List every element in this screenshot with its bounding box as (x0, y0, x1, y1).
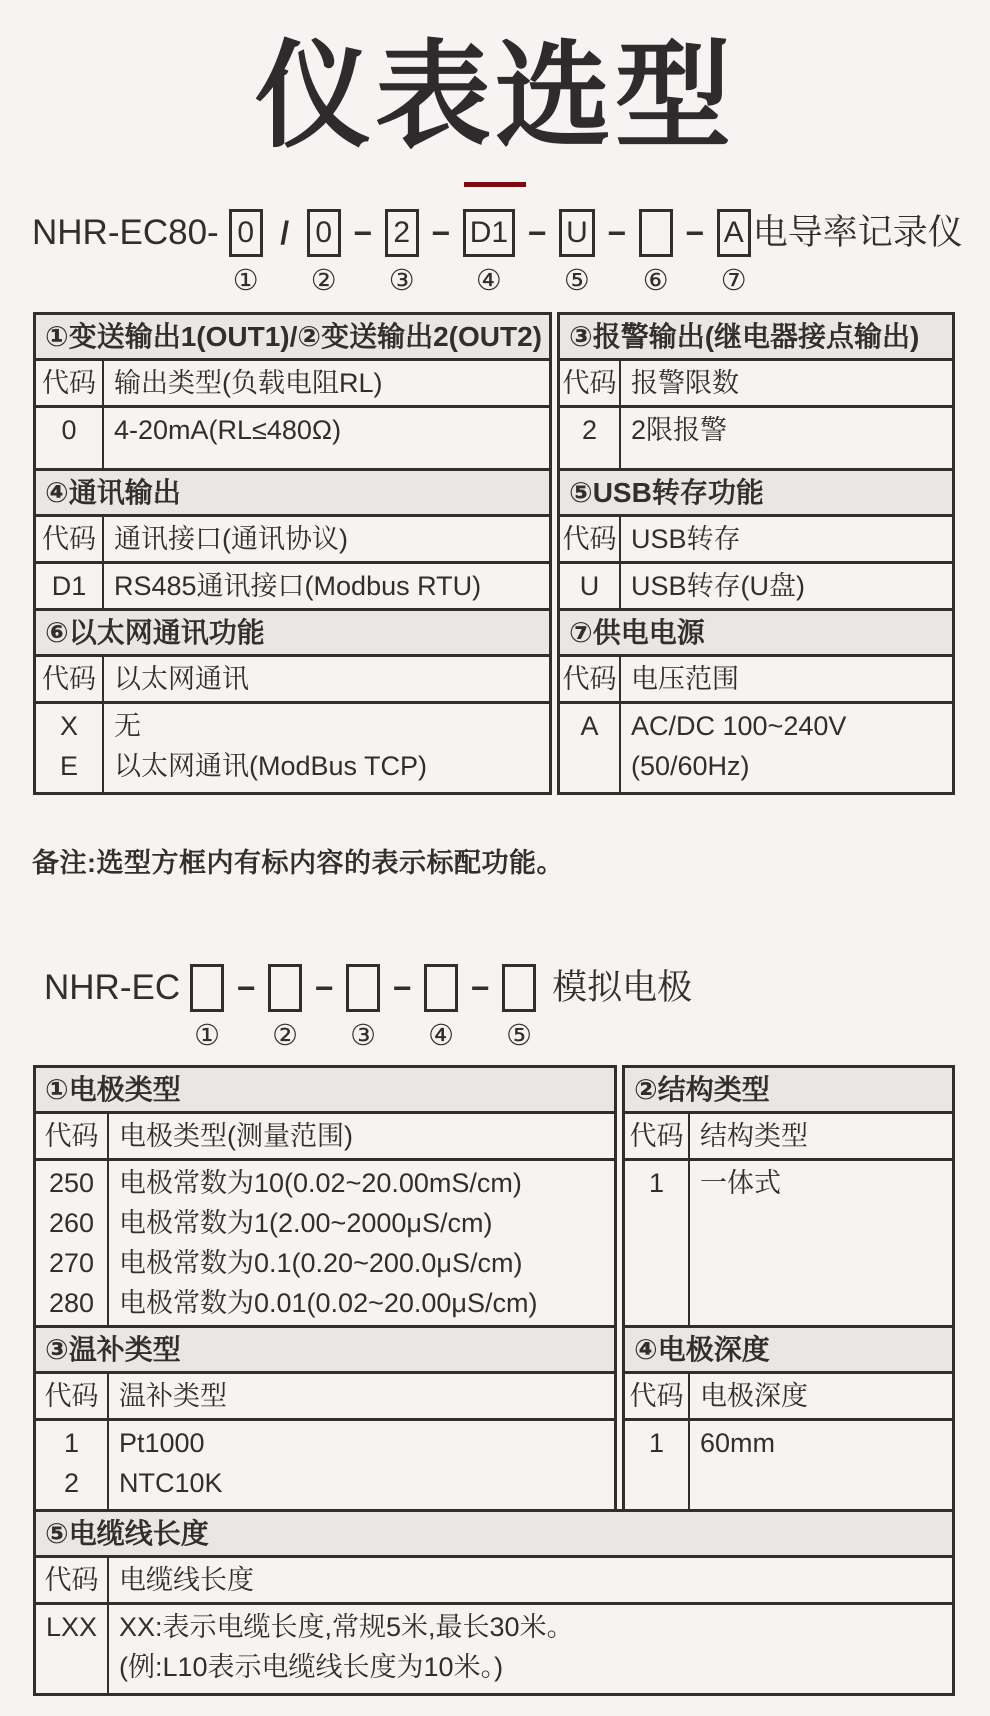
code-line: 280 (48, 1287, 95, 1318)
table-row (33, 312, 955, 471)
value-line: 电极常数为1(2.00~2000μS/cm) (119, 1207, 493, 1238)
label-header-cell: USB转存 (631, 523, 741, 554)
table-row (33, 1065, 955, 1328)
label-header-cell: 电压范围 (631, 663, 739, 694)
model-code-line-recorder (32, 209, 990, 296)
code-line: LXX (45, 1611, 98, 1642)
option-code-box (639, 209, 673, 257)
value-cell (109, 1421, 614, 1509)
option-code-box (502, 964, 536, 1012)
option-code-box (424, 964, 458, 1012)
code-line: 260 (48, 1207, 95, 1238)
column-header-row (36, 361, 549, 408)
model-option-slot (559, 209, 595, 296)
position-number: ⑥ (642, 264, 669, 297)
code-cell (560, 564, 621, 608)
label-header-cell: 报警限数 (631, 367, 739, 398)
model-option-slot (190, 964, 224, 1051)
position-number: ① (194, 1019, 221, 1052)
code-cell (625, 1421, 690, 1509)
option-section (33, 608, 552, 795)
option-code-box: A (717, 209, 751, 257)
option-code-box (346, 964, 380, 1012)
code-line: D1 (51, 570, 87, 601)
value-cell (109, 1605, 952, 1693)
position-number: ② (272, 1019, 299, 1052)
value-cell (104, 408, 549, 468)
section-header: ③报警输出(继电器接点输出) (560, 315, 952, 361)
code-cell (560, 704, 621, 792)
value-line: NTC10K (119, 1467, 223, 1498)
code-cell (36, 564, 104, 608)
option-section (557, 468, 955, 611)
column-header-row (36, 1558, 952, 1605)
value-cell (690, 1421, 952, 1509)
body-row (560, 704, 952, 792)
slash-separator: / (280, 214, 290, 251)
position-number: ③ (350, 1019, 377, 1052)
option-code-box: 2 (385, 209, 419, 257)
value-line: 2限报警 (631, 414, 728, 445)
position-number: ② (310, 264, 337, 297)
model-option-slot (268, 964, 302, 1051)
code-line: 2 (63, 1467, 80, 1498)
value-line: (例:L10表示电缆线长度为10米。) (119, 1651, 504, 1682)
dash-separator: − (431, 214, 451, 251)
code-header-cell: 代码 (36, 361, 104, 405)
code-line: E (59, 750, 78, 781)
label-header-cell: 电极深度 (700, 1380, 808, 1411)
code-line: 1 (648, 1167, 665, 1198)
option-section (33, 1325, 617, 1512)
position-number: ⑤ (563, 264, 590, 297)
body-row (560, 408, 952, 468)
model-option-slot (307, 209, 341, 296)
body-row (36, 564, 549, 608)
section-header: ⑤电缆线长度 (36, 1512, 952, 1558)
column-header-row (36, 1374, 614, 1421)
model-option-slot (502, 964, 536, 1051)
code-line: 0 (61, 414, 77, 445)
value-line: 60mm (700, 1427, 776, 1458)
option-code-box: U (559, 209, 595, 257)
dash-separator: − (607, 214, 627, 251)
label-header-cell: 温补类型 (119, 1380, 227, 1411)
section-header: ④电极深度 (625, 1328, 952, 1374)
code-header-cell: 代码 (36, 657, 104, 701)
value-line: (50/60Hz) (631, 750, 750, 781)
section-header: ②结构类型 (625, 1068, 952, 1114)
code-cell (36, 1421, 109, 1509)
position-number: ⑦ (720, 264, 747, 297)
section-header: ①变送输出1(OUT1)/②变送输出2(OUT2) (36, 315, 549, 361)
column-header-row (560, 361, 952, 408)
model-prefix: NHR-EC80- (32, 212, 219, 252)
value-cell (690, 1161, 952, 1325)
option-code-box (268, 964, 302, 1012)
model-option-slot (346, 964, 380, 1051)
table-row (33, 1325, 955, 1512)
section-header: ①电极类型 (36, 1068, 614, 1114)
option-section (557, 608, 955, 795)
section-header: ⑦供电电源 (560, 611, 952, 657)
column-header-row (560, 517, 952, 564)
value-cell (109, 1161, 614, 1325)
value-cell (621, 564, 952, 608)
body-row (36, 408, 549, 468)
label-header-cell: 输出类型(负载电阻RL) (114, 367, 383, 398)
body-row (36, 1161, 614, 1325)
body-row (36, 1605, 952, 1693)
column-header-row (560, 657, 952, 704)
model-prefix: NHR-EC (44, 967, 181, 1007)
column-header-row (36, 1114, 614, 1161)
value-line: AC/DC 100~240V (631, 710, 847, 741)
option-section (622, 1065, 955, 1328)
position-number: ③ (388, 264, 415, 297)
title-accent-divider (464, 182, 526, 187)
code-line: 2 (581, 414, 598, 445)
body-row (36, 1421, 614, 1509)
code-line: 270 (48, 1247, 95, 1278)
code-header-cell: 代码 (625, 1374, 690, 1418)
model-code-line-electrode (44, 964, 990, 1051)
code-header-cell: 代码 (36, 1558, 109, 1602)
model-suffix: 模拟电极 (552, 967, 693, 1007)
code-header-cell: 代码 (36, 1114, 109, 1158)
code-header-cell: 代码 (560, 657, 621, 701)
page-title: 仪表选型 (255, 31, 735, 161)
dash-separator: − (314, 969, 334, 1006)
label-header-cell: 以太网通讯 (114, 663, 249, 694)
value-line: 电极常数为0.01(0.02~20.00μS/cm) (119, 1287, 538, 1318)
option-section (557, 312, 955, 471)
option-section (33, 312, 552, 471)
code-header-cell: 代码 (625, 1114, 690, 1158)
recorder-selection-table (33, 312, 955, 795)
value-line: RS485通讯接口(Modbus RTU) (114, 570, 482, 601)
section-header: ⑥以太网通讯功能 (36, 611, 549, 657)
code-line: 1 (63, 1427, 80, 1458)
dash-separator: − (353, 214, 373, 251)
value-line: USB转存(U盘) (631, 570, 805, 601)
dash-separator: − (470, 969, 490, 1006)
code-cell (560, 408, 621, 468)
dash-separator: − (392, 969, 412, 1006)
code-cell (36, 408, 104, 468)
model-option-slot (463, 209, 515, 296)
code-cell (625, 1161, 690, 1325)
body-row (625, 1161, 952, 1325)
value-cell (104, 564, 549, 608)
model-option-slot (229, 209, 263, 296)
code-header-cell: 代码 (36, 1374, 109, 1418)
column-header-row (625, 1114, 952, 1161)
label-header-cell: 电极类型(测量范围) (119, 1120, 353, 1151)
model-option-slot (717, 209, 751, 296)
code-line: 1 (648, 1427, 665, 1458)
electrode-selection-table (33, 1065, 955, 1696)
value-cell (104, 704, 549, 792)
body-row (560, 564, 952, 608)
value-line: 以太网通讯(ModBus TCP) (114, 750, 428, 781)
model-suffix: 电导率记录仪 (752, 212, 963, 252)
table-row (33, 608, 955, 795)
value-line: 电极常数为0.1(0.20~200.0μS/cm) (119, 1247, 523, 1278)
position-number: ④ (428, 1019, 455, 1052)
dash-separator: − (685, 214, 705, 251)
model-option-slot (424, 964, 458, 1051)
code-line: U (579, 570, 600, 601)
table-row (33, 1509, 955, 1696)
label-header-cell: 通讯接口(通讯协议) (114, 523, 348, 554)
option-section (33, 468, 552, 611)
position-number: ⑤ (506, 1019, 533, 1052)
value-line: XX:表示电缆长度,常规5米,最长30米。 (119, 1611, 574, 1642)
model-option-slot (385, 209, 419, 296)
option-code-box: D1 (463, 209, 515, 257)
option-section (33, 1065, 617, 1328)
option-code-box: 0 (229, 209, 263, 257)
dash-separator: − (527, 214, 547, 251)
model-option-slot (639, 209, 673, 296)
option-section (33, 1509, 955, 1696)
option-code-box: 0 (307, 209, 341, 257)
code-cell (36, 704, 104, 792)
code-line: A (580, 710, 599, 741)
column-header-row (36, 657, 549, 704)
section-header: ③温补类型 (36, 1328, 614, 1374)
value-line: 4-20mA(RL≤480Ω) (114, 414, 342, 445)
value-line: 电极常数为10(0.02~20.00mS/cm) (119, 1167, 522, 1198)
column-header-row (36, 517, 549, 564)
option-section (622, 1325, 955, 1512)
code-header-cell: 代码 (560, 517, 621, 561)
code-line: 250 (48, 1167, 95, 1198)
column-header-row (625, 1374, 952, 1421)
body-row (36, 704, 549, 792)
code-header-cell: 代码 (36, 517, 104, 561)
label-header-cell: 电缆线长度 (119, 1564, 254, 1595)
note-text: 备注:选型方框内有标内容的表示标配功能。 (32, 847, 564, 878)
position-number: ④ (475, 264, 502, 297)
value-cell (621, 704, 952, 792)
value-line: 无 (114, 710, 141, 741)
code-cell (36, 1605, 109, 1693)
dash-separator: − (236, 969, 256, 1006)
value-line: 一体式 (700, 1167, 781, 1198)
option-code-box (190, 964, 224, 1012)
section-header: ④通讯输出 (36, 471, 549, 517)
table-row (33, 468, 955, 611)
body-row (625, 1421, 952, 1509)
code-header-cell: 代码 (560, 361, 621, 405)
section-header: ⑤USB转存功能 (560, 471, 952, 517)
value-line: Pt1000 (119, 1427, 205, 1458)
value-cell (621, 408, 952, 468)
code-cell (36, 1161, 109, 1325)
position-number: ① (232, 264, 259, 297)
code-line: X (59, 710, 78, 741)
label-header-cell: 结构类型 (700, 1120, 808, 1151)
